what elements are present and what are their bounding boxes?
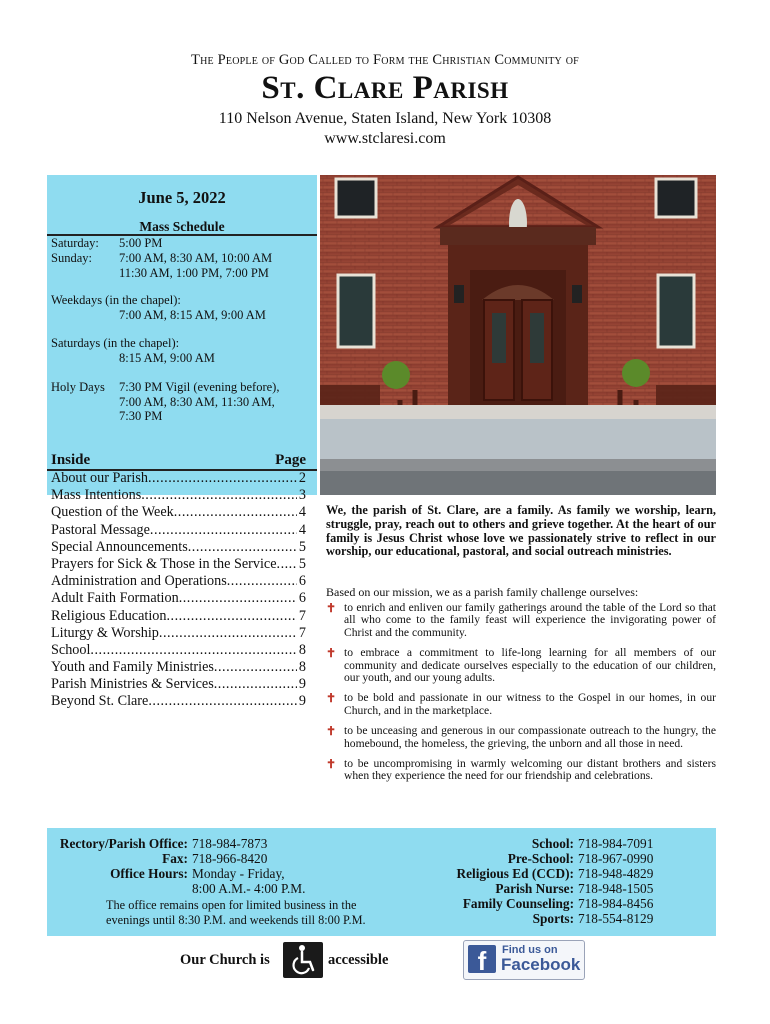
contact-label: Office Hours: xyxy=(110,866,188,881)
parish-address: 110 Nelson Avenue, Staten Island, New York 10308 xyxy=(218,110,552,127)
saturdays-times: 8:15 AM, 9:00 AM xyxy=(119,350,215,365)
contact-value: 718-554-8129 xyxy=(578,911,654,926)
toc-leader-dots xyxy=(166,608,296,625)
list-item xyxy=(326,647,716,684)
toc-leader-dots xyxy=(214,676,297,693)
toc-item[interactable] xyxy=(51,590,306,607)
bullet-text: to be uncompromising in warmly welcoming our distant brothers and sisters when they experience the need for our friendship and celebrations. xyxy=(344,757,716,783)
saturday-label: Saturday: xyxy=(51,236,99,250)
parish-website[interactable]: www.stclaresi.com xyxy=(324,130,446,147)
toc-item-title: Question of the Week xyxy=(51,504,174,521)
parish-name: St. Clare Parish xyxy=(261,70,509,106)
toc-item[interactable] xyxy=(51,470,306,487)
toc-item[interactable] xyxy=(51,539,306,556)
cross-icon: ✝ xyxy=(326,601,337,615)
accessible-text-pre: Our Church is xyxy=(180,952,270,968)
bullet-text: to embrace a commitment to life-long learning for all members of our community and dedicate ourselves especially to the education of our children, our youth, and our young adults. xyxy=(344,646,716,685)
contact-value: 8:00 A.M.- 4:00 P.M. xyxy=(192,881,306,896)
toc-leader-dots xyxy=(188,539,297,556)
contact-value: 718-984-7091 xyxy=(578,836,654,851)
toc-item-page: 5 xyxy=(298,555,306,572)
list-item xyxy=(326,758,716,783)
saturdays-schedule xyxy=(51,336,313,368)
table-of-contents xyxy=(51,470,306,711)
department-contacts xyxy=(440,836,710,928)
contact-label: School: xyxy=(531,836,574,851)
contact-value: 718-984-8456 xyxy=(578,896,654,911)
toc-item-page: 4 xyxy=(298,504,306,521)
toc-item[interactable] xyxy=(51,573,306,590)
mass-schedule-title: Mass Schedule xyxy=(139,219,225,234)
church-entrance-photo xyxy=(320,175,716,495)
holy-days-schedule xyxy=(51,380,313,426)
toc-leader-dots xyxy=(148,693,297,710)
accessible-text-post: accessible xyxy=(328,952,389,968)
toc-item-title: Special Announcements xyxy=(51,538,188,555)
toc-item-title: School xyxy=(51,641,91,658)
facebook-badge[interactable] xyxy=(463,940,585,980)
weekdays-label: Weekdays (in the chapel): xyxy=(51,293,181,307)
toc-item[interactable] xyxy=(51,659,306,676)
toc-item-page: 6 xyxy=(298,573,306,590)
toc-item-title: Adult Faith Formation xyxy=(51,590,179,607)
saturday-times: 5:00 PM xyxy=(119,236,163,250)
facebook-icon: f xyxy=(468,945,496,973)
toc-item-page: 8 xyxy=(298,659,306,676)
toc-header-page: Page xyxy=(275,452,306,468)
list-item xyxy=(326,725,716,750)
toc-item[interactable] xyxy=(51,487,306,504)
sunday-times: 7:00 AM, 8:30 AM, 10:00 AM 11:30 AM, 1:00 PM, 7:00 PM xyxy=(119,251,273,280)
toc-item-title: Pastoral Message xyxy=(51,521,150,538)
facebook-label: Facebook xyxy=(501,955,581,974)
mission-bullets xyxy=(326,602,716,791)
contact-label: Parish Nurse: xyxy=(495,881,574,896)
toc-item-page: 9 xyxy=(298,693,306,710)
sunday-label: Sunday: xyxy=(51,251,92,265)
toc-item[interactable] xyxy=(51,522,306,539)
toc-item-title: About our Parish xyxy=(51,470,148,486)
office-note: The office remains open for limited business in the evenings until 8:30 P.M. and weekends till 8:00 P.M. xyxy=(106,898,366,927)
toc-item[interactable] xyxy=(51,693,306,710)
toc-item-title: Parish Ministries & Services xyxy=(51,676,214,693)
toc-item-page: 8 xyxy=(298,641,306,658)
toc-item-page: 7 xyxy=(298,607,306,624)
toc-item[interactable] xyxy=(51,676,306,693)
cross-icon: ✝ xyxy=(326,691,337,706)
toc-item[interactable] xyxy=(51,642,306,659)
toc-item-title: Religious Education xyxy=(51,607,167,624)
toc-leader-dots xyxy=(277,556,297,573)
toc-item-page: 5 xyxy=(298,538,306,555)
toc-item-page: 9 xyxy=(298,676,306,693)
bulletin-date: June 5, 2022 xyxy=(138,188,226,207)
holy-days-times: 7:30 PM Vigil (evening before), 7:00 AM, 8:30 AM, 11:30 AM, 7:30 PM xyxy=(119,380,280,423)
toc-item-title: Prayers for Sick & Those in the Service xyxy=(51,555,277,572)
contact-label: Pre-School: xyxy=(507,851,574,866)
weekdays-schedule xyxy=(51,293,313,325)
contact-value: Monday - Friday, xyxy=(192,866,285,881)
weekdays-times: 7:00 AM, 8:15 AM, 9:00 AM xyxy=(119,307,266,322)
toc-item-title: Liturgy & Worship xyxy=(51,624,159,641)
toc-item[interactable] xyxy=(51,504,306,521)
toc-leader-dots xyxy=(148,470,297,487)
sunday-schedule xyxy=(51,251,313,283)
cross-icon: ✝ xyxy=(326,724,337,739)
toc-leader-dots xyxy=(214,659,297,676)
contact-value: 718-948-1505 xyxy=(578,881,654,896)
toc-item-page: 4 xyxy=(298,521,306,538)
toc-item-title: Youth and Family Ministries xyxy=(51,659,214,676)
toc-leader-dots xyxy=(141,487,297,504)
wheelchair-icon xyxy=(283,942,323,978)
toc-leader-dots xyxy=(150,522,297,539)
toc-item-title: Mass Intentions xyxy=(51,487,142,504)
toc-item-page: 7 xyxy=(298,624,306,641)
contact-value: 718-984-7873 xyxy=(192,836,268,851)
toc-leader-dots xyxy=(159,625,297,642)
list-item xyxy=(326,602,716,639)
bullet-text: to be bold and passionate in our witness to the Gospel in our homes, in our Church, and in the marketplace. xyxy=(344,691,716,717)
contact-value: 718-967-0990 xyxy=(578,851,654,866)
facebook-find-us: Find us on xyxy=(502,944,558,956)
holy-days-label: Holy Days xyxy=(51,380,105,394)
toc-item[interactable] xyxy=(51,625,306,642)
toc-item-page: 3 xyxy=(298,487,306,504)
list-item xyxy=(326,692,716,717)
saturdays-label: Saturdays (in the chapel): xyxy=(51,336,180,350)
toc-leader-dots xyxy=(90,642,296,659)
cross-icon: ✝ xyxy=(326,757,337,772)
toc-item[interactable] xyxy=(51,556,306,573)
contact-value: 718-966-8420 xyxy=(192,851,268,866)
toc-leader-dots xyxy=(174,504,297,521)
mission-statement: We, the parish of St. Clare, are a family. As family we worship, learn, struggle, pray, reach out to others and grieve together. At the heart of our family is Jesus Christ whose love we passionately strive to reflect in our worship, our educational, pastoral, and social outreach ministries. xyxy=(326,503,716,559)
bullet-text: to be unceasing and generous in our compassionate outreach to the hungry, the homebound, the homeless, the grieving, the unborn and all those in need. xyxy=(344,724,716,750)
toc-item-page: 2 xyxy=(298,470,306,486)
contact-label: Fax: xyxy=(162,851,188,866)
contact-label: Family Counseling: xyxy=(462,896,574,911)
toc-item-title: Beyond St. Clare xyxy=(51,693,149,710)
contact-label: Sports: xyxy=(532,911,574,926)
tagline: The People of God Called to Form the Christian Community of xyxy=(191,52,579,68)
toc-leader-dots xyxy=(227,573,297,590)
toc-item[interactable] xyxy=(51,608,306,625)
cross-icon: ✝ xyxy=(326,646,337,661)
toc-item-page: 6 xyxy=(298,590,306,607)
mission-intro: Based on our mission, we as a parish family challenge ourselves: xyxy=(326,585,639,599)
toc-item-title: Administration and Operations xyxy=(51,573,227,590)
bullet-text: to enrich and enliven our family gatherings around the table of the Lord so that all who come to the family feast will experience the invigorating power of Christ and the community. xyxy=(344,601,716,639)
contact-label: Religious Ed (CCD): xyxy=(456,866,574,881)
toc-leader-dots xyxy=(179,590,297,607)
contact-label: Rectory/Parish Office: xyxy=(59,836,188,851)
office-contacts xyxy=(52,836,352,898)
contact-value: 718-948-4829 xyxy=(578,866,654,881)
toc-header-inside: Inside xyxy=(51,452,91,468)
